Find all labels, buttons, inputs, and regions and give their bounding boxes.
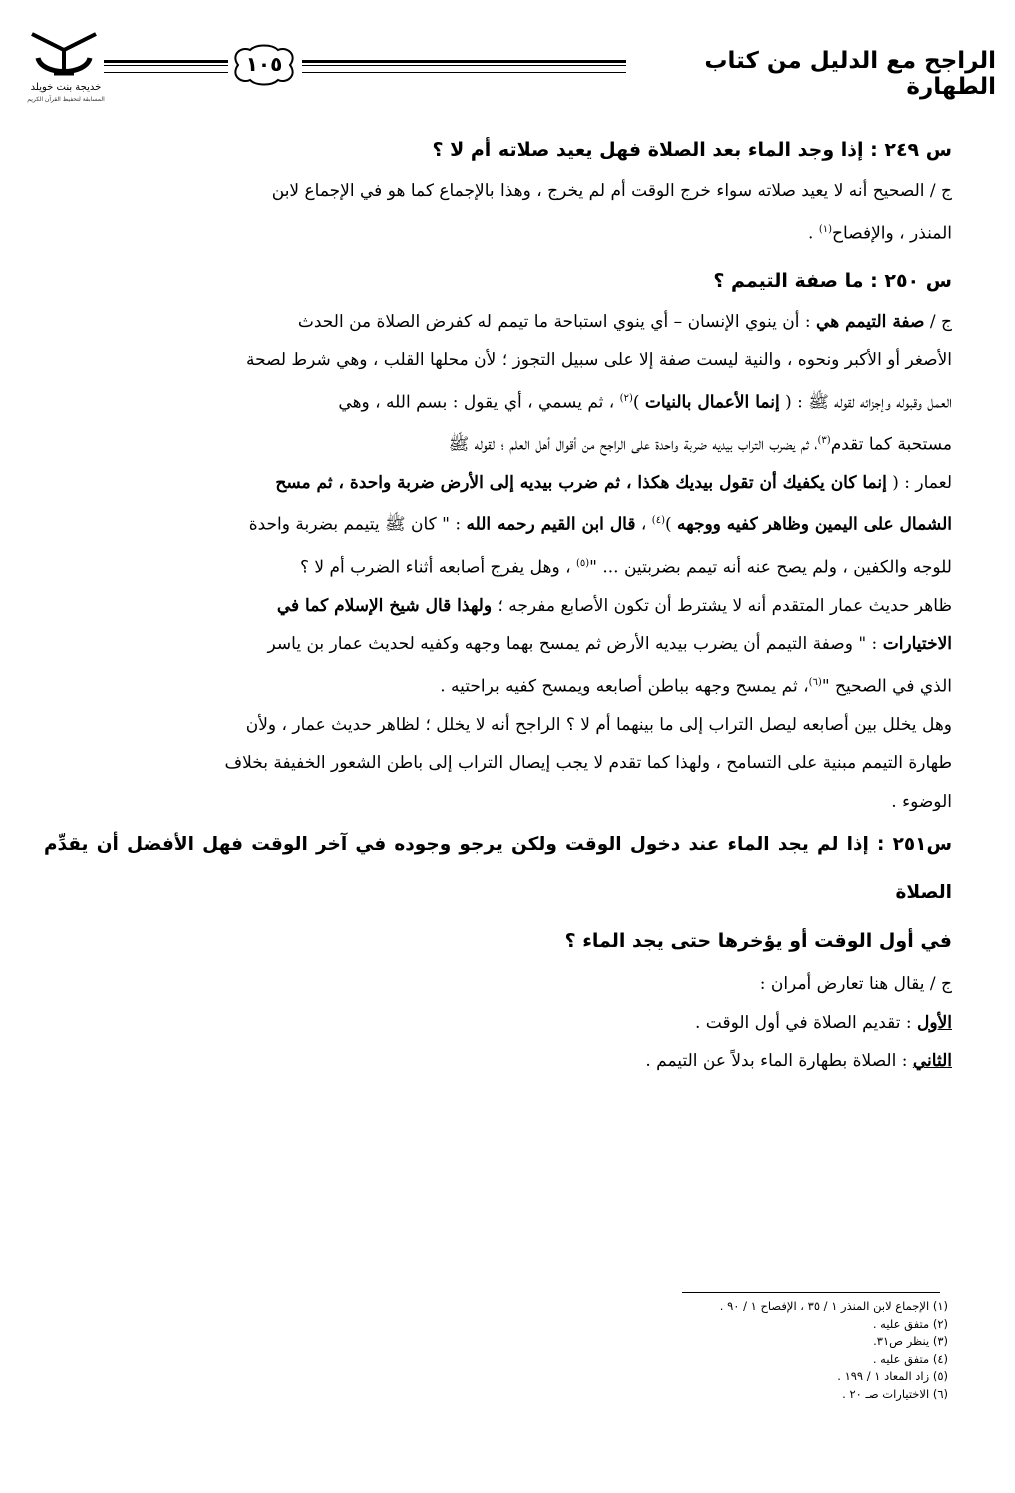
scholar-attribution: ولهذا قال شيخ الإسلام كما في [276, 595, 493, 616]
answer-250-line-6 [44, 502, 952, 544]
footnote-6: (٦) الاختيارات صـ ٢٠ . [842, 1386, 948, 1401]
question-251-line-1: س٢٥١ : إذا لم يجد الماء عند دخول الوقت ولكن يرجو وجوده في آخر الوقت فهل الأفضل أن يقدِّم الصلاة [44, 834, 952, 904]
answer-text: ، [635, 515, 652, 536]
answer-text: ظاهر حديث عمار المتقدم أنه لا يشترط أن تكون الأصابع مفرجه ؛ [492, 595, 952, 616]
header-rule-left [104, 60, 228, 73]
footnote-4: (٤) متفق عليه . [872, 1351, 948, 1366]
answer-text: : الصلاة بطهارة الماء بدلاً عن التيمم . [645, 1051, 913, 1072]
answer-250-line-8 [44, 587, 952, 626]
answer-251-line-3 [44, 1042, 952, 1081]
question-249: س ٢٤٩ : إذا وجد الماء بعد الصلاة فهل يعيد صلاته أم لا ؟ [432, 139, 952, 161]
answer-text: ، ثم يضرب التراب بيديه ضربة واحدة على الراجح من أقوال أهل العلم ؛ لقوله ﷺ [448, 434, 818, 455]
answer-text: ) [664, 515, 678, 536]
footnote-3: (٣) ينظر ص٣١. [873, 1334, 948, 1348]
footnote-ref-4: (٤) [651, 515, 665, 527]
footnote-divider [682, 1292, 940, 1293]
hadith-quote: إنما الأعمال بالنيات [644, 392, 780, 413]
footnote-2: (٢) متفق عليه . [872, 1316, 948, 1331]
footnote-ref-3: (٣) [817, 434, 831, 446]
answer-text: الذي في الصحيح " [821, 676, 952, 697]
hadith-quote: إنما كان يكفيك أن تقول بيديك هكذا ، ثم ضرب بيديه إلى الأرض ضربة واحدة ، ثم مسح [275, 472, 887, 493]
answer-250-line-2: الأصغر أو الأكبر ونحوه ، والنية ليست صفة إلا على سبيل التجوز ؛ لأن محلها القلب ، وهي شرط لصحة [245, 350, 952, 371]
answer-249-line-1: ج / الصحيح أنه لا يعيد صلاته سواء خرج الوقت أم لم يخرج ، وهذا بالإجماع كما هو في الإجماع لابن [271, 181, 952, 201]
page-body [44, 128, 952, 1081]
answer-text: ) [632, 392, 645, 413]
point-label-first: الأول [917, 1012, 952, 1033]
answer-251-line-2 [44, 1004, 952, 1043]
footnote-1: (١) الإجماع لابن المنذر ١ / ٣٥ ، الإفصاح ١ / ٩٠ . [719, 1299, 948, 1313]
footnote-5: (٥) زاد المعاد ١ / ١٩٩ . [837, 1369, 948, 1383]
answer-249-line-2 [44, 211, 952, 253]
answer-prefix: ج / [924, 311, 952, 332]
answer-250-line-10 [44, 664, 952, 706]
book-title: الراجح مع الدليل من كتاب الطهارة [704, 48, 996, 100]
answer-text: : " كان ﷺ يتيمم بضربة واحدة [248, 515, 467, 536]
answer-249-end: . [808, 223, 819, 244]
answer-text: : " وصفة التيمم أن يضرب بيديه الأرض ثم يمسح بهما وجهه وكفيه لحديث عمار بن ياسر [267, 634, 883, 655]
bold-term: صفة التيمم هي [816, 311, 925, 332]
answer-text: ، ثم يمسح وجهه بباطن أصابعه ويمسح كفيه براحتيه . [440, 676, 809, 697]
answer-text: ، ثم يسمي ، أي يقول : بسم الله ، وهي [338, 392, 620, 413]
logo-emblem-icon [28, 28, 100, 84]
answer-text: للوجه والكفين ، ولم يصح عنه أنه تيمم بضربتين ... " [589, 557, 952, 578]
answer-250-line-12: طهارة التيمم مبنية على التسامح ، ولهذا كما تقدم لا يجب إيصال التراب إلى باطن الشعور الخفيفة بخلاف [224, 753, 952, 774]
answer-250-line-1 [44, 303, 952, 342]
point-label-second: الثاني [912, 1051, 952, 1072]
footnote-ref-1: (١) [818, 223, 833, 235]
answer-250-line-9 [44, 625, 952, 664]
answer-text: مستحبة كما تقدم [830, 434, 952, 455]
answer-250-line-7 [44, 545, 952, 587]
footnote-ref-6: (٦) [808, 676, 822, 688]
logo-text: خديجة بنت خويلد [30, 82, 102, 93]
page-number: ١٠٥ [245, 52, 283, 76]
answer-250-line-13: الوضوء . [891, 791, 952, 812]
header-rule-right [302, 60, 626, 73]
answer-250-line-11: وهل يخلل بين أصابعه ليصل التراب إلى ما بينهما أم لا ؟ الراجح أنه لا يخلل ؛ لظاهر حديث عمار ، ولأن [245, 714, 952, 735]
answer-text: العمل وقبوله وإجزائه لقوله ﷺ : ( [779, 392, 952, 413]
answer-251-line-1: ج / يقال هنا تعارض أمران : [759, 974, 952, 995]
answer-249-text: المنذر ، والإفصاح [832, 223, 952, 244]
answer-text: : تقديم الصلاة في أول الوقت . [694, 1012, 918, 1033]
page-number-badge [228, 42, 300, 88]
footnote-ref-5: (٥) [575, 557, 590, 569]
logo-subtext: المسابقة لتحفيظ القرآن الكريم [27, 96, 105, 103]
answer-250-line-4 [44, 422, 952, 464]
scholar-attribution: قال ابن القيم رحمه الله [466, 515, 636, 536]
question-251-line-2: في أول الوقت أو يؤخرها حتى يجد الماء ؟ [564, 930, 952, 953]
answer-250-line-3 [44, 380, 952, 422]
answer-250-line-5 [44, 464, 952, 503]
hadith-quote: الشمال على اليمين وظاهر كفيه ووجهه [677, 515, 952, 536]
answer-text: ، وهل يفرج أصابعه أثناء الضرب أم لا ؟ [299, 557, 576, 578]
source-title: الاختيارات [882, 634, 952, 655]
answer-text: لعمار : ( [886, 472, 952, 493]
page-header [10, 22, 1000, 112]
footnote-ref-2: (٢) [619, 392, 633, 404]
footnotes [600, 1298, 948, 1403]
question-250: س ٢٥٠ : ما صفة التيمم ؟ [713, 269, 952, 292]
answer-text: : أن ينوي الإنسان – أي ينوي استباحة ما تيمم له كفرض الصلاة من الحدث [297, 311, 817, 332]
